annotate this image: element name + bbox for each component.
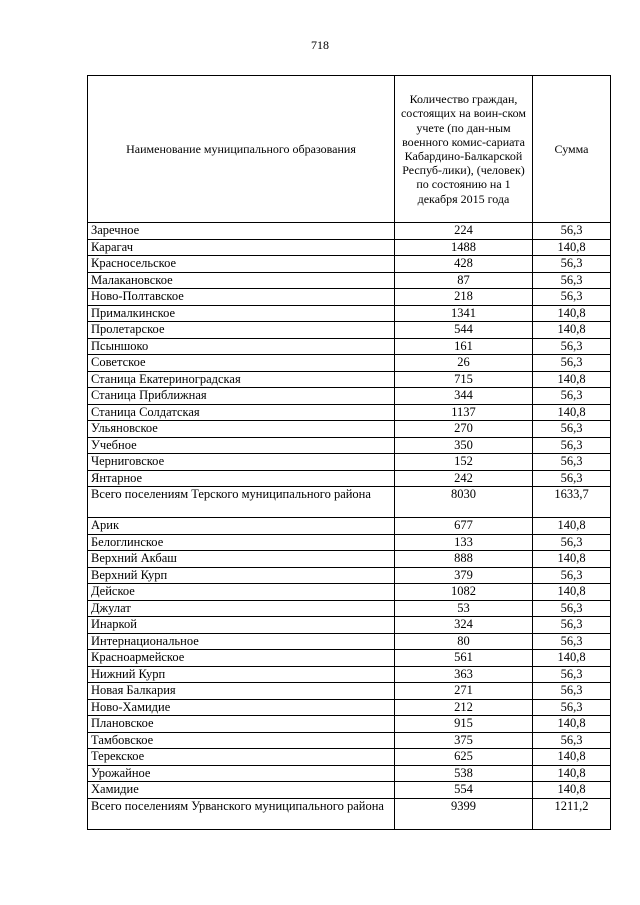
cell-sum: 56,3 (533, 617, 611, 634)
cell-municipality-name: Пролетарское (88, 322, 395, 339)
cell-sum: 140,8 (533, 305, 611, 322)
cell-citizen-count: 538 (395, 765, 533, 782)
cell-sum: 56,3 (533, 470, 611, 487)
cell-municipality-name: Верхний Акбаш (88, 551, 395, 568)
table-row (88, 470, 611, 487)
cell-sum: 56,3 (533, 272, 611, 289)
cell-sum: 56,3 (533, 600, 611, 617)
cell-citizen-count: 242 (395, 470, 533, 487)
cell-municipality-name: Ново-Полтавское (88, 289, 395, 306)
cell-sum: 1633,7 (533, 487, 611, 518)
cell-citizen-count: 1341 (395, 305, 533, 322)
table-row (88, 454, 611, 471)
header-citizen-count: Количество граждан, состоящих на воин-ском учете (по дан-ным военного комис-сариата Кабардино-Балкарской Респуб-лики), (человек) по состоянию на 1 декабря 2015 года (395, 76, 533, 223)
table-row (88, 567, 611, 584)
table-row (88, 749, 611, 766)
cell-citizen-count: 379 (395, 567, 533, 584)
cell-sum: 56,3 (533, 683, 611, 700)
cell-sum: 140,8 (533, 716, 611, 733)
cell-sum: 56,3 (533, 338, 611, 355)
cell-citizen-count: 8030 (395, 487, 533, 518)
cell-municipality-name: Янтарное (88, 470, 395, 487)
municipal-table (87, 75, 611, 830)
cell-municipality-name: Терекское (88, 749, 395, 766)
cell-municipality-name: Новая Балкария (88, 683, 395, 700)
cell-municipality-name: Красносельское (88, 256, 395, 273)
cell-municipality-name: Карагач (88, 239, 395, 256)
cell-sum: 56,3 (533, 223, 611, 240)
cell-citizen-count: 1488 (395, 239, 533, 256)
table-row (88, 272, 611, 289)
table-row (88, 371, 611, 388)
cell-municipality-name: Дейское (88, 584, 395, 601)
cell-sum: 56,3 (533, 388, 611, 405)
table-row (88, 600, 611, 617)
cell-municipality-name: Верхний Курп (88, 567, 395, 584)
table-row (88, 683, 611, 700)
cell-municipality-name: Станица Екатериноградская (88, 371, 395, 388)
table-row (88, 551, 611, 568)
cell-citizen-count: 324 (395, 617, 533, 634)
cell-municipality-name: Черниговское (88, 454, 395, 471)
table-row (88, 305, 611, 322)
cell-municipality-name: Прималкинское (88, 305, 395, 322)
cell-municipality-name: Станица Приближная (88, 388, 395, 405)
cell-sum: 140,8 (533, 404, 611, 421)
cell-citizen-count: 26 (395, 355, 533, 372)
cell-municipality-name: Плановское (88, 716, 395, 733)
cell-municipality-name: Тамбовское (88, 732, 395, 749)
cell-citizen-count: 375 (395, 732, 533, 749)
cell-municipality-name: Учебное (88, 437, 395, 454)
cell-sum: 56,3 (533, 534, 611, 551)
cell-sum: 140,8 (533, 322, 611, 339)
table-row (88, 404, 611, 421)
cell-sum: 56,3 (533, 437, 611, 454)
cell-citizen-count: 715 (395, 371, 533, 388)
cell-citizen-count: 561 (395, 650, 533, 667)
total-row (88, 798, 611, 829)
cell-citizen-count: 270 (395, 421, 533, 438)
cell-citizen-count: 80 (395, 633, 533, 650)
table-row (88, 421, 611, 438)
cell-sum: 56,3 (533, 666, 611, 683)
cell-citizen-count: 152 (395, 454, 533, 471)
cell-sum: 56,3 (533, 355, 611, 372)
cell-citizen-count: 53 (395, 600, 533, 617)
table-row (88, 534, 611, 551)
cell-sum: 56,3 (533, 454, 611, 471)
cell-sum: 140,8 (533, 782, 611, 799)
cell-municipality-name: Станица Солдатская (88, 404, 395, 421)
cell-sum: 1211,2 (533, 798, 611, 829)
cell-municipality-name: Ульяновское (88, 421, 395, 438)
cell-municipality-name: Красноармейское (88, 650, 395, 667)
cell-municipality-name: Ново-Хамидие (88, 699, 395, 716)
cell-sum: 56,3 (533, 732, 611, 749)
cell-municipality-name: Заречное (88, 223, 395, 240)
table-row (88, 716, 611, 733)
cell-citizen-count: 1137 (395, 404, 533, 421)
header-municipality: Наименование муниципального образования (88, 76, 395, 223)
cell-sum: 56,3 (533, 256, 611, 273)
table-row (88, 617, 611, 634)
cell-citizen-count: 218 (395, 289, 533, 306)
table-body (88, 223, 611, 830)
cell-citizen-count: 544 (395, 322, 533, 339)
cell-citizen-count: 344 (395, 388, 533, 405)
cell-sum: 140,8 (533, 584, 611, 601)
table-row (88, 338, 611, 355)
cell-municipality-name: Инаркой (88, 617, 395, 634)
cell-citizen-count: 915 (395, 716, 533, 733)
cell-sum: 140,8 (533, 551, 611, 568)
cell-municipality-name: Арик (88, 518, 395, 535)
cell-sum: 56,3 (533, 289, 611, 306)
cell-citizen-count: 888 (395, 551, 533, 568)
cell-sum: 56,3 (533, 421, 611, 438)
cell-municipality-name: Хамидие (88, 782, 395, 799)
table-row (88, 633, 611, 650)
cell-citizen-count: 133 (395, 534, 533, 551)
cell-municipality-name: Джулат (88, 600, 395, 617)
table-row (88, 518, 611, 535)
cell-sum: 140,8 (533, 749, 611, 766)
cell-sum: 140,8 (533, 765, 611, 782)
table-row (88, 388, 611, 405)
cell-municipality-name: Псыншоко (88, 338, 395, 355)
cell-municipality-name: Интернациональное (88, 633, 395, 650)
cell-citizen-count: 428 (395, 256, 533, 273)
cell-citizen-count: 554 (395, 782, 533, 799)
cell-sum: 56,3 (533, 567, 611, 584)
cell-citizen-count: 161 (395, 338, 533, 355)
table-row (88, 289, 611, 306)
cell-sum: 140,8 (533, 650, 611, 667)
cell-citizen-count: 625 (395, 749, 533, 766)
table-row (88, 223, 611, 240)
table-row (88, 437, 611, 454)
table-row (88, 322, 611, 339)
table-row (88, 732, 611, 749)
table-row (88, 782, 611, 799)
cell-municipality-name: Урожайное (88, 765, 395, 782)
cell-municipality-name: Нижний Курп (88, 666, 395, 683)
cell-citizen-count: 224 (395, 223, 533, 240)
header-sum: Сумма (533, 76, 611, 223)
cell-sum: 140,8 (533, 518, 611, 535)
cell-municipality-name: Советское (88, 355, 395, 372)
table-row (88, 256, 611, 273)
cell-citizen-count: 271 (395, 683, 533, 700)
cell-municipality-name: Всего поселениям Терского муниципального района (88, 487, 395, 518)
cell-sum: 56,3 (533, 633, 611, 650)
cell-citizen-count: 9399 (395, 798, 533, 829)
table-row (88, 355, 611, 372)
cell-citizen-count: 212 (395, 699, 533, 716)
table-row (88, 666, 611, 683)
cell-municipality-name: Малакановское (88, 272, 395, 289)
cell-sum: 140,8 (533, 371, 611, 388)
cell-sum: 140,8 (533, 239, 611, 256)
total-row (88, 487, 611, 518)
cell-municipality-name: Всего поселениям Урванского муниципального района (88, 798, 395, 829)
table-row (88, 650, 611, 667)
cell-citizen-count: 1082 (395, 584, 533, 601)
page-number: 718 (311, 38, 329, 52)
table-row (88, 699, 611, 716)
table-row (88, 239, 611, 256)
cell-citizen-count: 350 (395, 437, 533, 454)
table-row (88, 765, 611, 782)
cell-citizen-count: 677 (395, 518, 533, 535)
cell-sum: 56,3 (533, 699, 611, 716)
cell-municipality-name: Белоглинское (88, 534, 395, 551)
cell-citizen-count: 87 (395, 272, 533, 289)
cell-citizen-count: 363 (395, 666, 533, 683)
table-row (88, 584, 611, 601)
table-header-row (88, 76, 611, 223)
